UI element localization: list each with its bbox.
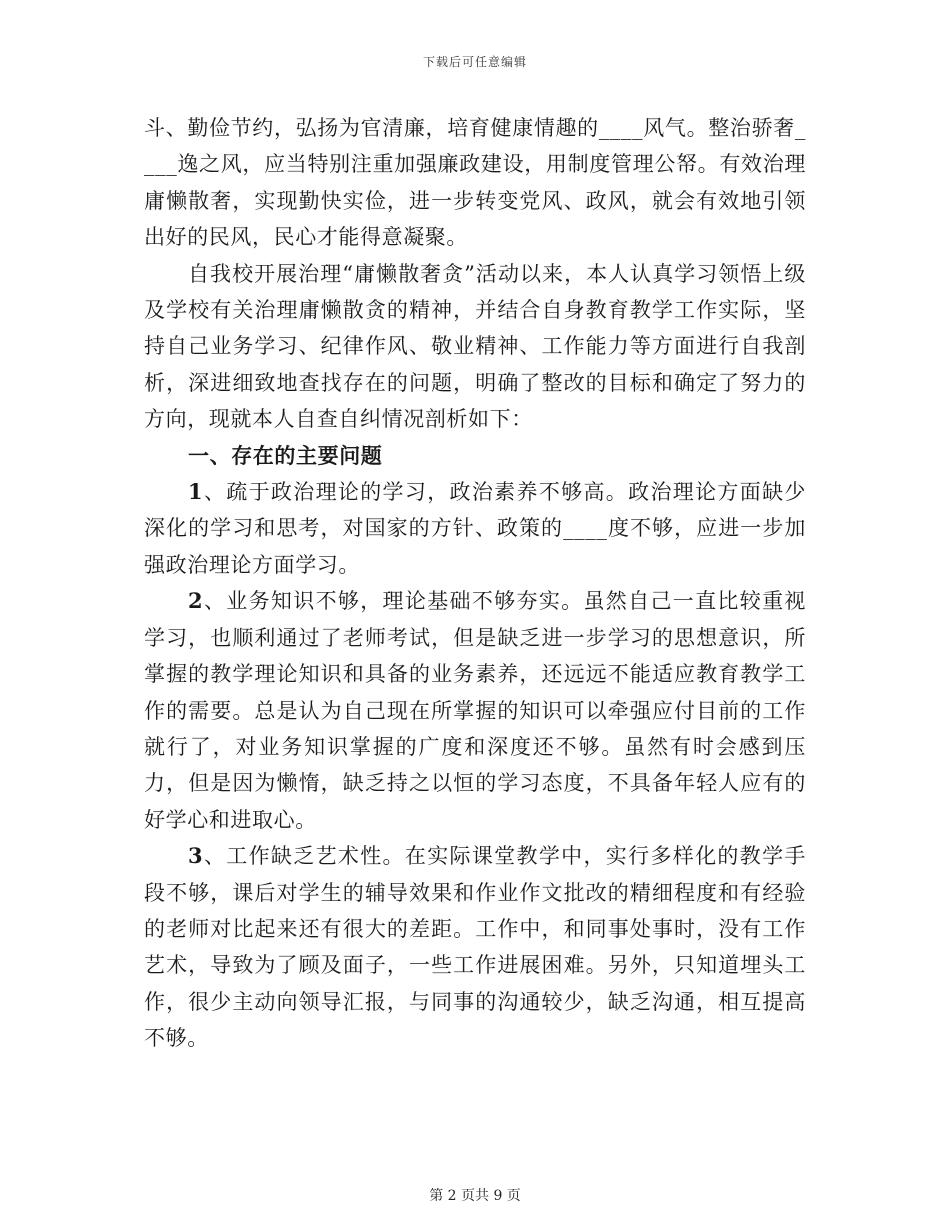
list-item-3-number: 3 [188, 843, 204, 869]
section-heading-main-problems: 一、存在的主要问题 [188, 442, 383, 468]
paragraph-continued: 斗、勤俭节约，弘扬为官清廉，培育健康情趣的____风气。整治骄奢____逸之风，应当特别注重加强廉政建设，用制度管理公帑。有效治理庸懒散奢，实现勤快实俭，进一步转变党风、政风，就会有效地引领出好的民风，民心才能得意凝聚。 [144, 116, 806, 250]
page-header: 下载后可任意编辑 [422, 55, 527, 69]
paragraph-intro: 自我校开展治理“庸懒散奢贪”活动以来，本人认真学习领悟上级及学校有关治理庸懒散贪的精神，并结合自身教育教学工作实际，坚持自己业务学习、纪律作风、敬业精神、工作能力等方面进行自我剖析，深进细致地查找存在的问题，明确了整改的目标和确定了努力的方向，现就本人自查自纠情况剖析如下： [144, 261, 806, 432]
list-item-3 [144, 838, 806, 1056]
list-item-1-text: 、疏于政治理论的学习，政治素养不够高。政治理论方面缺少深化的学习和思考，对国家的方针、政策的____度不够，应进一步加强政治理论方面学习。 [144, 480, 806, 577]
list-item-2 [144, 583, 806, 838]
list-item-3-text: 、工作缺乏艺术性。在实际课堂教学中，实行多样化的教学手段不够，课后对学生的辅导效果和作业作文批改的精细程度和有经验的老师对比起来还有很大的差距。工作中，和同事处事时，没有工作艺术，导致为了顾及面子，一些工作进展困难。另外，只知道埋头工作，很少主动向领导汇报，与同事的沟通较少，缺乏沟通，相互提高不够。 [144, 844, 806, 1051]
list-item-1-number: 1 [188, 479, 204, 505]
document-body [144, 110, 806, 1057]
list-item-2-text: 、业务知识不够，理论基础不够夯实。虽然自己一直比较重视学习，也顺利通过了老师考试，但是缺乏进一步学习的思想意识，所掌握的教学理论知识和具备的业务素养，还远远不能适应教育教学工作的需要。总是认为自己现在所掌握的知识可以牵强应付目前的工作就行了，对业务知识掌握的广度和深度还不够。虽然有时会感到压力，但是因为懒惰，缺乏持之以恒的学习态度，不具备年轻人应有的好学心和进取心。 [144, 589, 806, 832]
page-number: 第 2 页共 9 页 [429, 1188, 521, 1204]
list-item-1 [144, 474, 806, 583]
list-item-2-number: 2 [188, 588, 204, 614]
